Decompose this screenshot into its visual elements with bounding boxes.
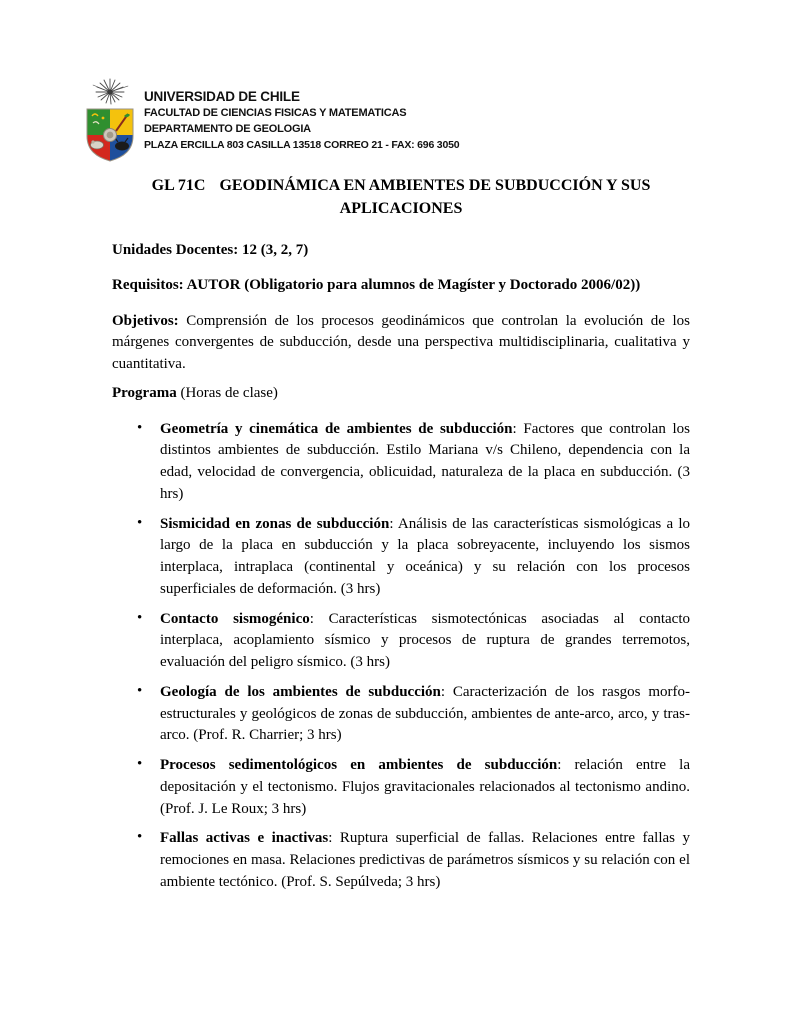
- universidad-de-chile-crest-icon: [84, 78, 136, 162]
- institution-block: [144, 78, 459, 153]
- list-item: [112, 828, 690, 893]
- objetivos-text: Comprensión de los procesos geodinámicos que controlan la evolución de los márgenes convergentes de subducción, desde una perspectiva multidisciplinaria, cualitativa y cuantitativa.: [112, 312, 690, 372]
- list-item: [112, 682, 690, 747]
- programa-list: [112, 419, 690, 894]
- requisitos-line: Requisitos: AUTOR (Obligatorio para alumnos de Magíster y Doctorado 2006/02)): [112, 276, 641, 293]
- item-title: Fallas activas e inactivas: [160, 830, 329, 847]
- department-name: DEPARTAMENTO DE GEOLOGIA: [144, 123, 311, 135]
- item-body: : Análisis de las características sismológicas a lo largo de la placa en subducción y la placa sobreyacente, incluyendo los sismos interplaca, intraplaca (continental y oceánica) y su relación con los procesos superficiales de deformación. (3 hrs): [160, 515, 691, 597]
- bullet-icon: •: [137, 514, 143, 531]
- unidades-docentes-line: Unidades Docentes: 12 (3, 2, 7): [112, 242, 309, 258]
- item-body: : Factores que controlan los distintos ambientes de subducción. Estilo Mariana v/s Chileno, dependencia con la edad, velocidad de convergencia, oblicuidad, naturaleza de la placa en subducción. (3 hrs): [160, 420, 691, 502]
- page-title: [112, 174, 690, 220]
- objetivos-paragraph: [112, 311, 690, 376]
- bullet-icon: •: [137, 829, 143, 846]
- course-code: GL 71C: [151, 177, 206, 194]
- bullet-icon: •: [137, 682, 143, 699]
- list-item: [112, 419, 690, 506]
- faculty-name: FACULTAD DE CIENCIAS FISICAS Y MATEMATICAS: [144, 107, 407, 119]
- item-title: Contacto sismogénico: [160, 610, 310, 627]
- programa-note: (Horas de clase): [176, 384, 278, 401]
- objetivos-label: Objetivos:: [112, 312, 179, 329]
- bullet-icon: •: [137, 419, 143, 436]
- programa-heading: [112, 383, 690, 405]
- list-item: [112, 755, 690, 820]
- bullet-icon: •: [137, 756, 143, 772]
- bullet-icon: •: [137, 609, 143, 626]
- item-body: : Caracterización de los rasgos morfo-estructurales y geológicos de zonas de subducción, ambientes de ante-arco, arco, y tras-arco. (Prof. R. Charrier; 3 hrs): [160, 683, 690, 744]
- document-body: [112, 174, 690, 902]
- letterhead: [84, 78, 459, 162]
- university-name: UNIVERSIDAD DE CHILE: [144, 89, 300, 104]
- item-title: Geometría y cinemática de ambientes de subducción: [160, 420, 513, 437]
- item-title: Geología de los ambientes de subducción: [160, 683, 441, 700]
- course-title-text: GEODINÁMICA EN AMBIENTES DE SUBDUCCIÓN Y SUS APLICACIONES: [219, 177, 651, 217]
- list-item: [112, 609, 690, 674]
- item-title: Procesos sedimentológicos en ambientes de subducción: [160, 757, 558, 773]
- programa-label: Programa: [112, 384, 177, 401]
- address-line: PLAZA ERCILLA 803 CASILLA 13518 CORREO 21 - FAX: 696 3050: [144, 139, 460, 151]
- item-body: : relación entre la depositación y el tectonismo. Flujos gravitacionales relacionados al tectonismo andino. (Prof. J. Le Roux; 3 hrs): [160, 757, 690, 817]
- item-body: : Características sismotectónicas asociadas al contacto interplaca, acoplamiento sísmico y procesos de ruptura de grandes terremotos, evaluación del peligro sísmico. (3 hrs): [160, 610, 690, 670]
- list-item: [112, 514, 690, 601]
- item-body: : Ruptura superficial de fallas. Relaciones entre fallas y remociones en masa. Relaciones predictivas de parámetros sísmicos y su relación con el ambiente tectónico. (Prof. S. Sepúlveda; 3 hrs): [160, 830, 690, 890]
- item-title: Sismicidad en zonas de subducción: [160, 515, 390, 532]
